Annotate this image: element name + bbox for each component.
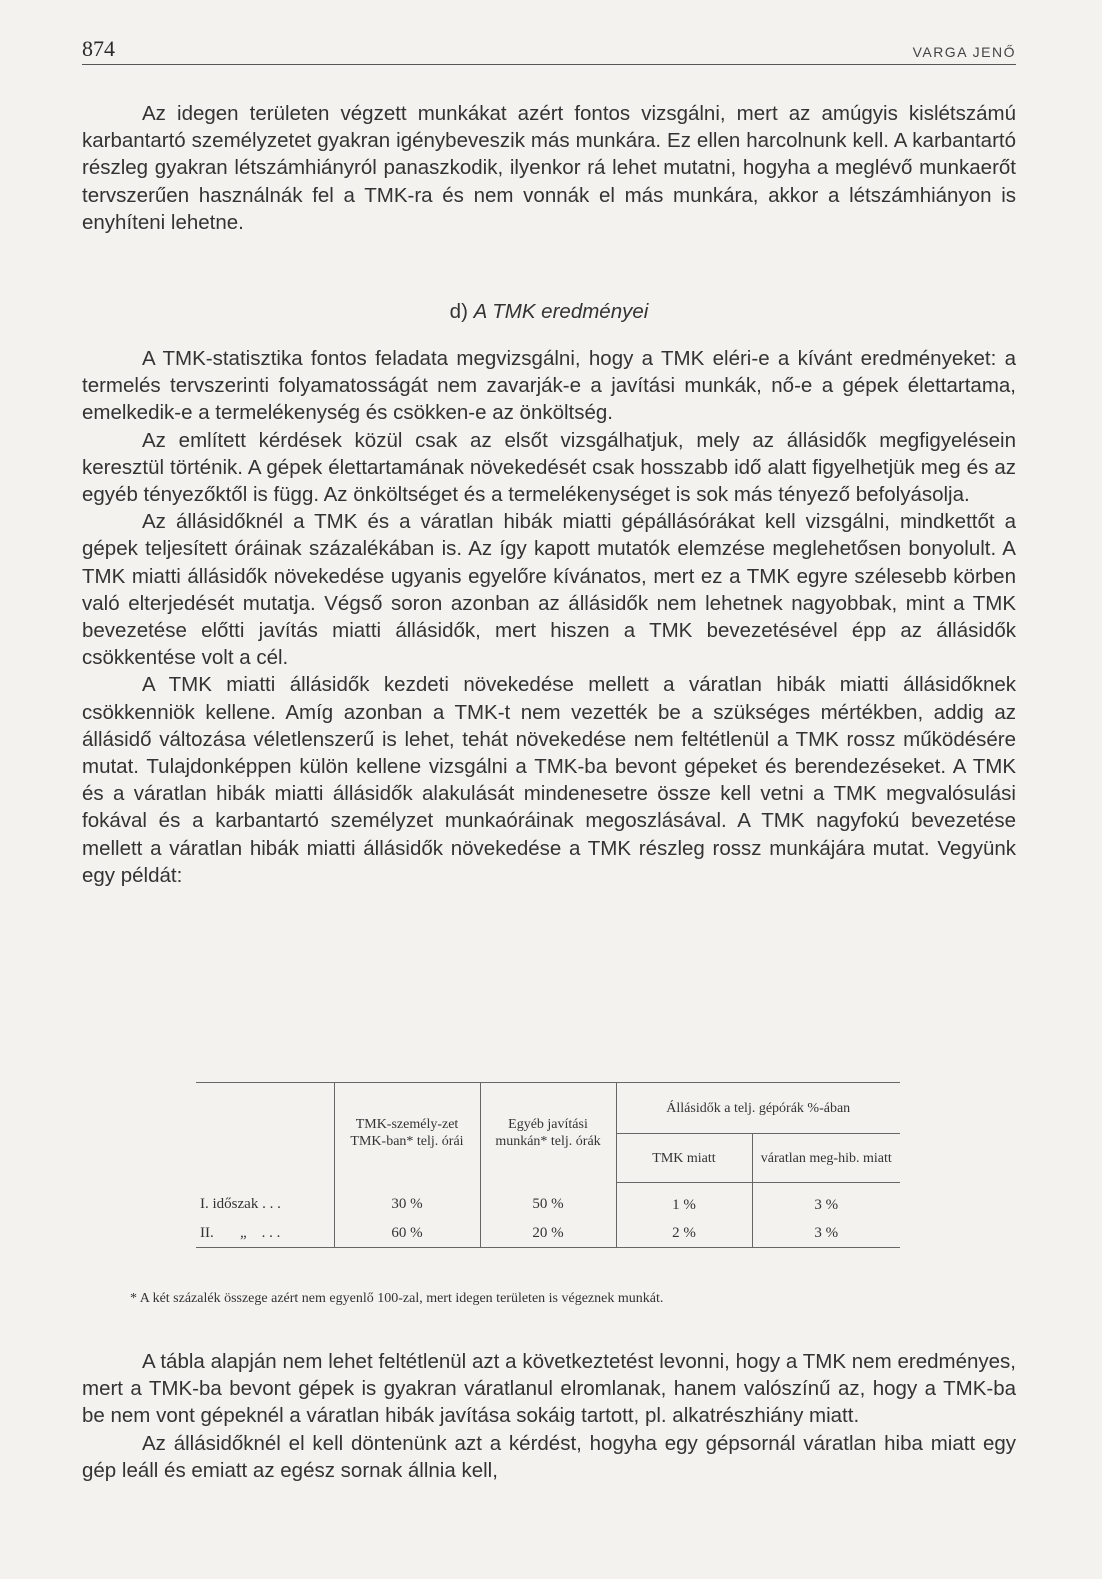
row-label: II. „ . . . bbox=[196, 1219, 334, 1248]
col-group-header-downtime: Állásidők a telj. gépórák %-ában bbox=[616, 1083, 900, 1134]
table-cell: 60 % bbox=[334, 1219, 480, 1248]
col-header-tmk-hours: TMK-személy-zet TMK-ban* telj. órái bbox=[334, 1083, 480, 1183]
data-table bbox=[196, 1082, 900, 1248]
table-cell: 2 % bbox=[616, 1219, 752, 1248]
section-title-text: A TMK eredményei bbox=[473, 300, 649, 323]
table-cell: 50 % bbox=[480, 1183, 616, 1220]
running-head: VARGA JENŐ bbox=[912, 44, 1016, 60]
table-cell: 1 % bbox=[616, 1183, 752, 1220]
closing-text-block bbox=[82, 1348, 1016, 1484]
page-number: 874 bbox=[82, 36, 115, 61]
paragraph-3: Az állásidőknél a TMK és a váratlan hibák miatti gépállásórákat kell vizsgálni, mindkettőt a gépek teljesített óráinak százalékában is. Az így kapott mutatók elemzése meglehetősen bonyolult. A TMK miatti állásidők növekedése ugyanis egyelőre kívánatos, mert ez a TMK egyre szélesebb körben való elterjedését mutatja. Végső soron azonban az állásidők nem lehetnek nagyobbak, mint a TMK bevezetése előtti javítás miatti állásidők, mert hiszen a TMK bevezetésével épp az állásidők csökkentése volt a cél. bbox=[82, 510, 1016, 670]
col-header-other-repair: Egyéb javítási munkán* telj. órák bbox=[480, 1083, 616, 1183]
main-text-block bbox=[82, 345, 1016, 889]
table-row bbox=[196, 1219, 900, 1248]
table-cell: 3 % bbox=[752, 1183, 900, 1220]
table-cell: 20 % bbox=[480, 1219, 616, 1248]
col-header-unexpected-downtime: váratlan meg-hib. miatt bbox=[752, 1134, 900, 1183]
intro-block bbox=[82, 100, 1016, 236]
section-title bbox=[82, 300, 1016, 324]
closing-paragraph-2: Az állásidőknél el kell döntenünk azt a kérdést, hogyha egy gépsornál váratlan hiba miatt egy gép leáll és emiatt az egész sornak állnia kell, bbox=[82, 1431, 1016, 1482]
closing-paragraph-1: A tábla alapján nem lehet feltétlenül azt a következtetést levonni, hogy a TMK nem eredményes, mert a TMK-ba bevont gépek is gyakran váratlanul elromlanak, hanem valószínű az, hogy a TMK-ba be nem vont gépeknél a váratlan hibák javítása sokáig tartott, pl. alkatrészhiány miatt. bbox=[82, 1350, 1016, 1428]
table-cell: 30 % bbox=[334, 1183, 480, 1220]
table-corner bbox=[196, 1083, 334, 1183]
table-footnote: * A két százalék összege azért nem egyenlő 100-zal, mert idegen területen is végeznek munkát. bbox=[130, 1291, 664, 1306]
paragraph-4: A TMK miatti állásidők kezdeti növekedése mellett a váratlan hibák miatti állásidőknek csökkenniök kellene. Amíg azonban a TMK-t nem vezették be a szükséges mértékben, addig az állásidő változása véletlenszerű is lehet, tehát növekedése nem feltétlenül a TMK rossz működésére mutat. Tulajdonképpen külön kellene vizsgálni a TMK-ba bevont gépeket és berendezéseket. A TMK és a váratlan hibák miatti állásidők alakulását mindenesetre össze kell vetni a TMK megvalósulási fokával és a karbantartó személyzet munkaóráinak megoszlásával. A TMK nagyfokú bevezetése mellett a váratlan hibák miatti állásidők növekedése a TMK részleg rossz munkájára mutat. Vegyünk egy példát: bbox=[82, 673, 1016, 887]
page-header bbox=[82, 34, 1016, 65]
paragraph-1: A TMK-statisztika fontos feladata megvizsgálni, hogy a TMK eléri-e a kívánt eredményeket: a termelés tervszerinti folyamatosságát nem zavarják-e a javítási munkák, nő-e a gépek élettartama, emelkedik-e a termelékenység és csökken-e az önköltség. bbox=[82, 347, 1016, 425]
table-row bbox=[196, 1183, 900, 1220]
paragraph-2: Az említett kérdések közül csak az elsőt vizsgálhatjuk, mely az állásidők megfigyelésein keresztül történik. A gépek élettartamának növekedését csak hosszabb idő alatt figyelhetjük meg és az egyéb tényezőktől is függ. Az önköltséget és a termelékenységet is sok más tényező befolyásolja. bbox=[82, 428, 1016, 507]
col-header-tmk-downtime: TMK miatt bbox=[616, 1134, 752, 1183]
table-cell: 3 % bbox=[752, 1219, 900, 1248]
section-prefix: d) bbox=[449, 300, 468, 323]
intro-paragraph: Az idegen területen végzett munkákat azért fontos vizsgálni, mert az amúgyis kislétszámú karbantartó személyzetet gyakran igénybeveszik más munkára. Ez ellen harcolnunk kell. A karbantartó részleg gyakran létszámhiányról panaszkodik, ilyenkor rá lehet mutatni, hogyha a meglévő munkaerőt tervszerűen használnák fel a TMK-ra és nem vonnák el más munkára, akkor a létszámhiányon is enyhíteni lehetne. bbox=[82, 102, 1016, 234]
row-label: I. időszak . . . bbox=[200, 1196, 281, 1213]
